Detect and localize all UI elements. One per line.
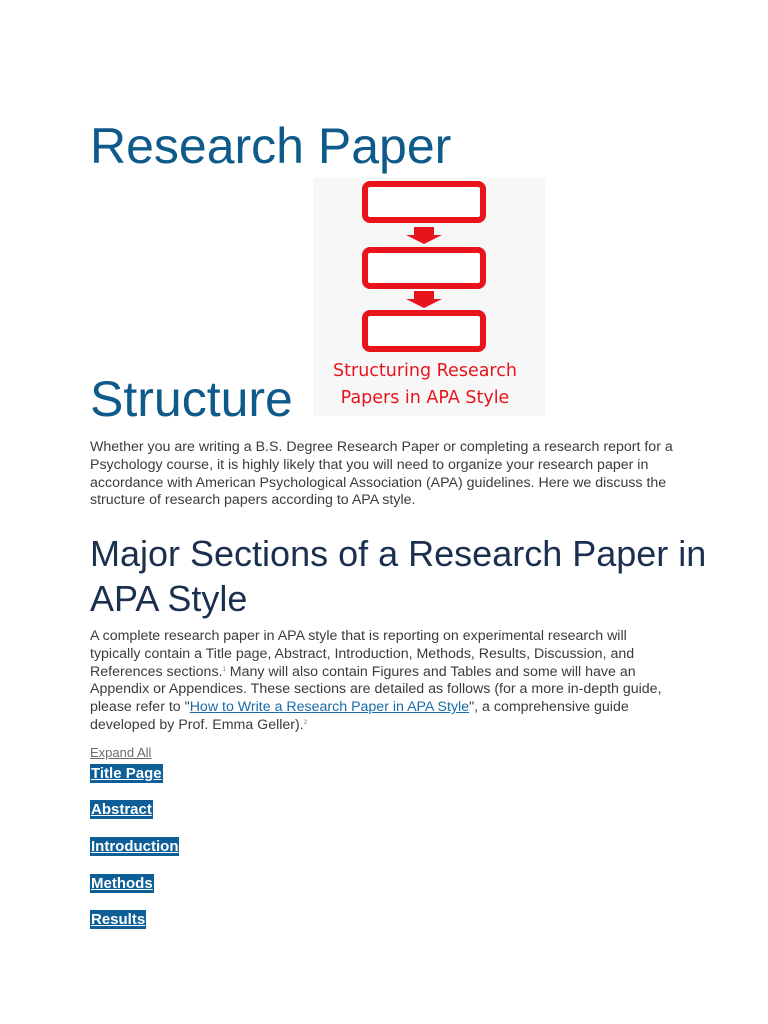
sections-text-part-2: Many will also contain Figures and Tables and some will have an Appendix or Appendices. These sections are detailed as follows (for a more in-depth guide, please refer to "	[90, 663, 662, 716]
accordion-introduction[interactable]: Introduction	[91, 838, 179, 855]
intro-paragraph: Whether you are writing a B.S. Degree Research Paper or completing a research report for a Psychology course, it is highly likely that you will need to organize your research paper in accordance with American Psychological Association (APA) guidelines. Here we discuss the structure of research papers according to APA style.	[90, 439, 673, 509]
sections-text-part-1: A complete research paper in APA style that is reporting on experimental research will typically contain a Title page, Abstract, Introduction, Methods, Results, Discussion, and References sections.	[90, 628, 635, 680]
diagram-caption-line-2: Papers in APA Style	[340, 388, 510, 408]
accordion-title-page[interactable]: Title Page	[91, 765, 162, 782]
apa-structure-diagram	[313, 178, 545, 416]
flow-box-3	[365, 313, 483, 349]
diagram-caption-line-1: Structuring Research	[333, 361, 517, 381]
expand-all-link[interactable]: Expand All	[90, 745, 152, 760]
page-title-line-2: Structure	[90, 371, 293, 427]
section-heading: Major Sections of a Research Paper in APA Style	[90, 533, 707, 619]
flow-box-1	[365, 184, 483, 220]
accordion-abstract[interactable]: Abstract	[91, 801, 152, 818]
sections-paragraph	[90, 628, 680, 735]
footnote-marker-1[interactable]: 1	[222, 666, 226, 673]
footnote-marker-2[interactable]: 2	[303, 719, 308, 726]
apa-guide-link[interactable]: How to Write a Research Paper in APA Style	[189, 699, 470, 716]
flow-box-2	[365, 250, 483, 286]
accordion-methods[interactable]: Methods	[91, 875, 153, 892]
page-title-line-1: Research Paper	[90, 118, 452, 174]
accordion-results[interactable]: Results	[91, 911, 146, 928]
sections-text-part-3: ", a comprehensive guide developed by Prof. Emma Geller).	[90, 699, 629, 733]
